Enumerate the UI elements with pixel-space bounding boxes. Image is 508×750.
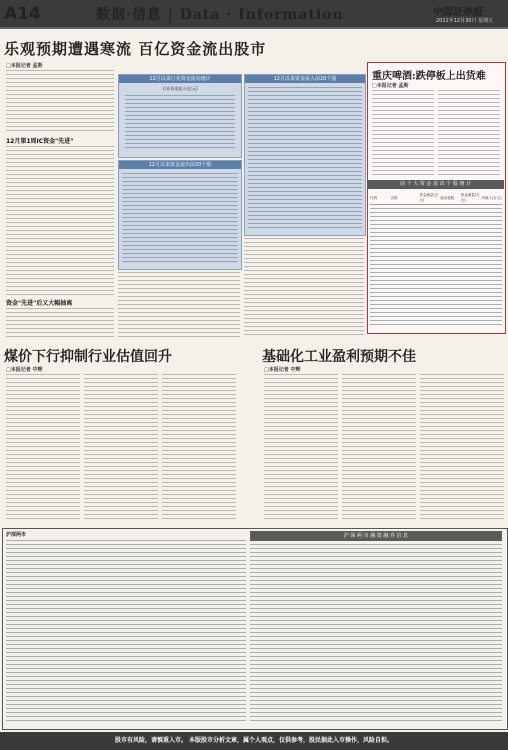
outflow-col-name: 名称: [390, 195, 398, 200]
newspaper-logo: 中国证券报: [432, 7, 482, 18]
sidebar-byline: □本报记者 孟斯: [372, 83, 409, 89]
inflow-top20-table: [248, 87, 362, 231]
chem-headline: 基础化工业盈利预期不佳: [262, 349, 416, 365]
lead-subhead-1: 12月第1周IC资金"先进": [6, 138, 74, 145]
lead-subhead-2: 资金"先进"后又大幅抽离: [6, 300, 73, 307]
page-number: A14: [4, 4, 41, 24]
chem-byline: □本报记者 中辉: [264, 367, 301, 373]
sector-flow-chart-bars: [125, 95, 235, 151]
sidebar-body-text-2: [438, 90, 500, 176]
lead-body-text-5: [244, 238, 364, 338]
outflow-top20-panel: [118, 160, 242, 270]
coal-byline: □本报记者 中辉: [6, 367, 43, 373]
lead-body-text-3: [6, 308, 114, 338]
lead-body-text-4: [118, 272, 240, 338]
outflow-top20-table: [122, 173, 238, 265]
market-data-left-title: 沪深两市: [6, 532, 27, 538]
chem-body-text-3: [420, 374, 504, 522]
outflow-col-count: 流出笔数: [440, 195, 455, 200]
outflow-col-flow2: 资金流量(万元): [460, 193, 480, 202]
header-rule: [0, 27, 508, 29]
chem-body-text-2: [342, 374, 416, 522]
lead-headline: 乐观预期遭遇寒流 百亿资金流出股市: [4, 40, 267, 58]
coal-body-text-2: [84, 374, 158, 522]
outflow-table-header: [370, 192, 502, 205]
sidebar-headline: 重庆啤酒:跌停板上出货难: [372, 71, 486, 82]
margin-trading-title: 沪 深 两 市 融 资 融 券 信 息: [250, 531, 502, 541]
section-title: 数据·信息 | Data · Information: [96, 7, 344, 23]
issue-date: 2011年12月30日 星期五: [436, 18, 494, 24]
chem-body-text-1: [264, 374, 338, 522]
inflow-top20-title: 12月以来资金流入前20个股: [245, 75, 365, 83]
inflow-top20-panel: [244, 74, 366, 236]
outflow-table-title: 前 十 大 资 金 流 出 个 股 统 计: [367, 180, 504, 189]
lead-byline: □本报记者 孟斯: [6, 63, 43, 69]
sector-flow-chart-legend: 行业资金流入(亿元): [162, 86, 198, 91]
sector-flow-chart-title: 12月以来行业资金流向统计: [119, 75, 241, 83]
risk-disclaimer: 股市有风险，请慎重入市。 本版股市分析文章，属个人观点，仅供参考，股民据此入市操作，风险自担。: [0, 732, 508, 750]
lead-body-text-1: [6, 70, 114, 132]
sector-flow-chart-panel: [118, 74, 242, 158]
outflow-top20-title: 12月以来资金流出前20个股: [119, 161, 241, 169]
outflow-col-code: 代码: [370, 195, 377, 200]
margin-trading-table: [250, 544, 502, 724]
coal-body-text-3: [162, 374, 236, 522]
outflow-col-net: 净流入(万元): [481, 195, 502, 200]
coal-body-text-1: [6, 374, 80, 522]
sidebar-body-text-1: [372, 90, 434, 176]
lead-body-text-2: [6, 146, 114, 296]
coal-headline: 煤价下行抑制行业估值回升: [4, 349, 172, 365]
outflow-col-flow: 资金流量(万元): [419, 193, 439, 202]
outflow-table-rows: [370, 208, 502, 326]
outflow-table: [370, 192, 502, 328]
market-data-left-table: [6, 540, 246, 724]
